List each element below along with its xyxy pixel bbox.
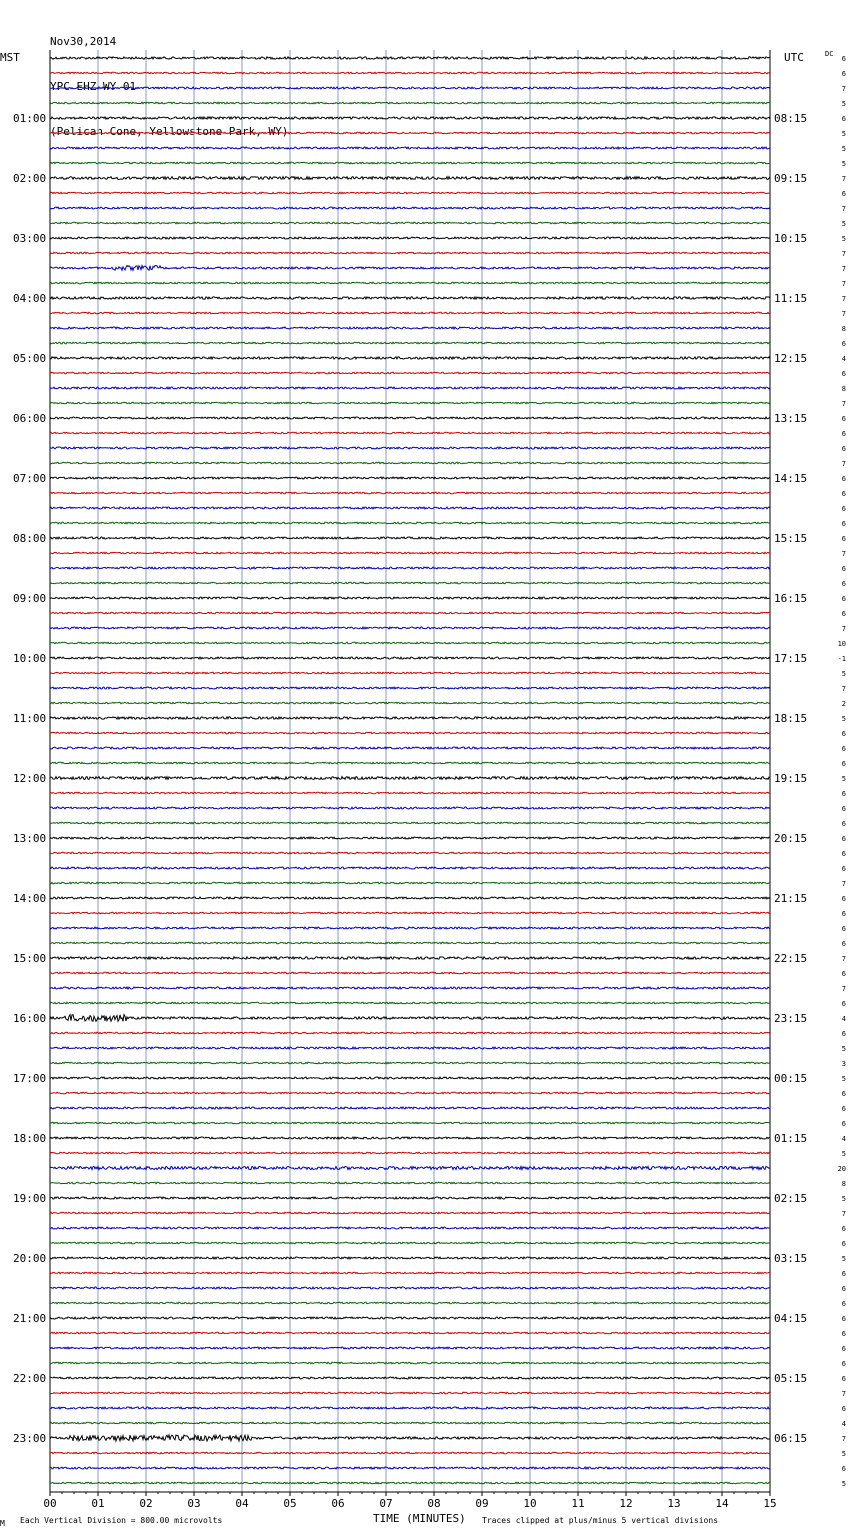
dc-offset-label: 7 bbox=[841, 550, 846, 558]
dc-offset-label: 6 bbox=[841, 535, 846, 543]
dc-offset-label: 6 bbox=[841, 475, 846, 483]
dc-offset-label: 4 bbox=[841, 1420, 846, 1428]
corner-mark: M bbox=[0, 1519, 5, 1528]
dc-offset-label: 7 bbox=[841, 955, 846, 963]
utc-hour-label: 06:15 bbox=[774, 1432, 808, 1445]
mst-hour-label: 22:00 bbox=[13, 1372, 47, 1385]
mst-hour-label: 08:00 bbox=[13, 532, 47, 545]
dc-offset-label: 6 bbox=[841, 820, 846, 828]
trace-47 bbox=[50, 762, 770, 764]
trace-81 bbox=[50, 1272, 770, 1274]
dc-offset-label: 6 bbox=[841, 790, 846, 798]
dc-offset-label: 6 bbox=[841, 115, 846, 123]
mst-hour-label: 07:00 bbox=[13, 472, 47, 485]
trace-5 bbox=[50, 132, 770, 134]
dc-offset-label: 6 bbox=[841, 895, 846, 903]
trace-69 bbox=[50, 1092, 770, 1094]
dc-offset-label: 7 bbox=[841, 985, 846, 993]
trace-36 bbox=[50, 597, 770, 599]
right-timezone-label: UTC bbox=[784, 51, 804, 64]
trace-66 bbox=[50, 1047, 770, 1049]
trace-16 bbox=[50, 297, 770, 299]
trace-76 bbox=[50, 1197, 770, 1199]
dc-offset-label: 8 bbox=[841, 385, 846, 393]
mst-hour-label: 13:00 bbox=[13, 832, 47, 845]
utc-hour-label: 14:15 bbox=[774, 472, 808, 485]
trace-34 bbox=[50, 567, 770, 569]
dc-offset-label: 5 bbox=[841, 220, 846, 228]
x-tick-label: 15 bbox=[763, 1497, 777, 1510]
trace-15 bbox=[50, 282, 770, 284]
trace-79 bbox=[50, 1242, 770, 1244]
utc-hour-label: 02:15 bbox=[774, 1192, 808, 1205]
mst-hour-label: 05:00 bbox=[13, 352, 47, 365]
dc-offset-label: 6 bbox=[841, 1405, 846, 1413]
dc-offset-label: 6 bbox=[841, 1000, 846, 1008]
mst-hour-label: 06:00 bbox=[13, 412, 47, 425]
dc-offset-label: 6 bbox=[841, 940, 846, 948]
dc-offset-label: 20 bbox=[837, 1165, 846, 1173]
trace-27 bbox=[50, 462, 770, 464]
trace-37 bbox=[50, 612, 770, 614]
trace-87 bbox=[50, 1362, 770, 1364]
utc-hour-label: 11:15 bbox=[774, 292, 808, 305]
dc-offset-label: 3 bbox=[841, 1060, 846, 1068]
x-tick-label: 02 bbox=[139, 1497, 153, 1510]
dc-offset-label: 6 bbox=[841, 745, 846, 753]
dc-offset-label: 5 bbox=[841, 1195, 846, 1203]
trace-59 bbox=[50, 942, 770, 944]
dc-offset-label: 7 bbox=[841, 625, 846, 633]
mst-hour-label: 04:00 bbox=[13, 292, 47, 305]
dc-offset-label: 7 bbox=[841, 400, 846, 408]
clip-note: Traces clipped at plus/minus 5 vertical divisions bbox=[482, 1516, 719, 1525]
dc-offset-label: 6 bbox=[841, 190, 846, 198]
trace-95 bbox=[50, 1482, 770, 1484]
dc-offset-label: 7 bbox=[841, 295, 846, 303]
trace-7 bbox=[50, 162, 770, 164]
dc-offset-label: 4 bbox=[841, 355, 846, 363]
trace-45 bbox=[50, 732, 770, 734]
dc-offset-label: 7 bbox=[841, 205, 846, 213]
dc-offset-label: 6 bbox=[841, 1360, 846, 1368]
dc-offset-label: 5 bbox=[841, 100, 846, 108]
x-tick-label: 05 bbox=[283, 1497, 297, 1510]
x-axis-title: TIME (MINUTES) bbox=[373, 1512, 466, 1525]
left-timezone-label: MST bbox=[0, 51, 20, 64]
dc-offset-label: 7 bbox=[841, 265, 846, 273]
x-axis bbox=[43, 1492, 776, 1510]
trace-91 bbox=[50, 1422, 770, 1424]
trace-28 bbox=[50, 477, 770, 479]
dc-offset-label: 7 bbox=[841, 280, 846, 288]
mst-hour-label: 17:00 bbox=[13, 1072, 47, 1085]
trace-0 bbox=[50, 57, 770, 59]
dc-offset-label: 7 bbox=[841, 685, 846, 693]
dc-offset-label: 6 bbox=[841, 415, 846, 423]
trace-42 bbox=[50, 687, 770, 689]
dc-offset-label: 5 bbox=[841, 1045, 846, 1053]
dc-offset-label: 5 bbox=[841, 160, 846, 168]
trace-39 bbox=[50, 642, 770, 644]
station-label: YPC EHZ WY 01 bbox=[50, 80, 137, 93]
trace-41 bbox=[50, 672, 770, 674]
x-tick-label: 00 bbox=[43, 1497, 57, 1510]
dc-offset-label: 6 bbox=[841, 1285, 846, 1293]
scale-note: Each Vertical Division = 800.00 microvolts bbox=[20, 1516, 223, 1525]
x-tick-label: 07 bbox=[379, 1497, 393, 1510]
dc-offset-label: 6 bbox=[841, 835, 846, 843]
utc-hour-label: 12:15 bbox=[774, 352, 808, 365]
dc-offset-label: 6 bbox=[841, 1225, 846, 1233]
dc-offset-label: 7 bbox=[841, 1435, 846, 1443]
dc-offset-label: -1 bbox=[837, 655, 846, 663]
trace-58 bbox=[50, 927, 770, 929]
dc-offset-labels bbox=[838, 55, 846, 1488]
dc-offset-label: 6 bbox=[841, 850, 846, 858]
trace-14 bbox=[50, 266, 770, 271]
mst-hour-label: 19:00 bbox=[13, 1192, 47, 1205]
dc-offset-label: 6 bbox=[841, 490, 846, 498]
trace-73 bbox=[50, 1152, 770, 1154]
trace-50 bbox=[50, 807, 770, 809]
trace-82 bbox=[50, 1287, 770, 1289]
location-label: (Pelican Cone, Yellowstone Park, WY) bbox=[50, 125, 289, 138]
mst-hour-label: 21:00 bbox=[13, 1312, 47, 1325]
x-tick-label: 09 bbox=[475, 1497, 489, 1510]
trace-46 bbox=[50, 747, 770, 749]
dc-offset-label: 5 bbox=[841, 130, 846, 138]
dc-offset-label: 6 bbox=[841, 1120, 846, 1128]
utc-hour-label: 19:15 bbox=[774, 772, 808, 785]
trace-61 bbox=[50, 972, 770, 974]
x-tick-label: 06 bbox=[331, 1497, 345, 1510]
dc-offset-label: 8 bbox=[841, 325, 846, 333]
trace-12 bbox=[50, 237, 770, 239]
trace-89 bbox=[50, 1392, 770, 1394]
dc-offset-label: 6 bbox=[841, 760, 846, 768]
trace-19 bbox=[50, 342, 770, 344]
trace-70 bbox=[50, 1107, 770, 1109]
trace-4 bbox=[50, 117, 770, 119]
utc-hour-label: 05:15 bbox=[774, 1372, 808, 1385]
trace-67 bbox=[50, 1062, 770, 1064]
dc-offset-label: 6 bbox=[841, 1090, 846, 1098]
x-tick-label: 11 bbox=[571, 1497, 585, 1510]
trace-52 bbox=[50, 837, 770, 839]
dc-offset-label: 5 bbox=[841, 1450, 846, 1458]
dc-offset-label: 7 bbox=[841, 460, 846, 468]
x-tick-label: 13 bbox=[667, 1497, 681, 1510]
dc-offset-label: 6 bbox=[841, 730, 846, 738]
dc-offset-label: 6 bbox=[841, 1375, 846, 1383]
trace-63 bbox=[50, 1002, 770, 1004]
trace-31 bbox=[50, 522, 770, 524]
utc-hour-label: 16:15 bbox=[774, 592, 808, 605]
dc-offset-label: 6 bbox=[841, 595, 846, 603]
dc-offset-label: 7 bbox=[841, 1210, 846, 1218]
trace-64 bbox=[50, 1015, 770, 1022]
trace-77 bbox=[50, 1212, 770, 1214]
trace-62 bbox=[50, 987, 770, 989]
trace-68 bbox=[50, 1077, 770, 1079]
dc-offset-label: 8 bbox=[841, 1180, 846, 1188]
trace-22 bbox=[50, 387, 770, 389]
utc-hour-label: 09:15 bbox=[774, 172, 808, 185]
x-tick-label: 03 bbox=[187, 1497, 201, 1510]
utc-hour-label: 10:15 bbox=[774, 232, 808, 245]
trace-57 bbox=[50, 912, 770, 914]
dc-offset-label: 6 bbox=[841, 865, 846, 873]
trace-29 bbox=[50, 492, 770, 494]
x-tick-label: 04 bbox=[235, 1497, 249, 1510]
trace-44 bbox=[50, 717, 770, 719]
utc-hour-label: 13:15 bbox=[774, 412, 808, 425]
mst-hour-label: 09:00 bbox=[13, 592, 47, 605]
trace-1 bbox=[50, 72, 770, 74]
utc-hour-label: 22:15 bbox=[774, 952, 808, 965]
dc-offset-label: 5 bbox=[841, 235, 846, 243]
trace-group bbox=[50, 57, 770, 1484]
trace-2 bbox=[50, 87, 770, 89]
trace-49 bbox=[50, 792, 770, 794]
trace-60 bbox=[50, 957, 770, 959]
trace-88 bbox=[50, 1377, 770, 1379]
trace-43 bbox=[50, 702, 770, 704]
trace-80 bbox=[50, 1257, 770, 1259]
dc-offset-label: 6 bbox=[841, 580, 846, 588]
trace-93 bbox=[50, 1452, 770, 1454]
dc-offset-label: 6 bbox=[841, 1030, 846, 1038]
trace-72 bbox=[50, 1137, 770, 1139]
dc-offset-label: 6 bbox=[841, 1300, 846, 1308]
dc-header-label: DC bbox=[825, 50, 834, 58]
dc-offset-label: 6 bbox=[841, 505, 846, 513]
trace-40 bbox=[50, 657, 770, 659]
dc-offset-label: 7 bbox=[841, 310, 846, 318]
trace-21 bbox=[50, 372, 770, 374]
minute-gridlines bbox=[50, 50, 770, 1492]
trace-3 bbox=[50, 102, 770, 104]
mst-hour-label: 15:00 bbox=[13, 952, 47, 965]
mst-hour-label: 18:00 bbox=[13, 1132, 47, 1145]
trace-33 bbox=[50, 552, 770, 554]
trace-48 bbox=[50, 777, 770, 780]
trace-92 bbox=[50, 1435, 770, 1441]
dc-offset-label: 6 bbox=[841, 610, 846, 618]
trace-74 bbox=[50, 1166, 770, 1169]
dc-offset-label: 10 bbox=[837, 640, 846, 648]
trace-85 bbox=[50, 1332, 770, 1334]
dc-offset-label: 6 bbox=[841, 565, 846, 573]
trace-55 bbox=[50, 882, 770, 884]
mst-hour-label: 14:00 bbox=[13, 892, 47, 905]
dc-offset-label: 6 bbox=[841, 1315, 846, 1323]
dc-offset-label: 6 bbox=[841, 370, 846, 378]
dc-offset-label: 6 bbox=[841, 805, 846, 813]
trace-26 bbox=[50, 447, 770, 449]
trace-86 bbox=[50, 1347, 770, 1349]
mst-hour-label: 11:00 bbox=[13, 712, 47, 725]
dc-offset-label: 5 bbox=[841, 1255, 846, 1263]
trace-32 bbox=[50, 537, 770, 539]
dc-offset-label: 7 bbox=[841, 880, 846, 888]
dc-offset-label: 6 bbox=[841, 1345, 846, 1353]
trace-84 bbox=[50, 1317, 770, 1319]
trace-10 bbox=[50, 207, 770, 209]
trace-23 bbox=[50, 402, 770, 404]
trace-71 bbox=[50, 1122, 770, 1124]
dc-offset-label: 6 bbox=[841, 445, 846, 453]
dc-offset-label: 5 bbox=[841, 1075, 846, 1083]
trace-51 bbox=[50, 822, 770, 824]
dc-offset-label: 7 bbox=[841, 250, 846, 258]
dc-offset-label: 5 bbox=[841, 670, 846, 678]
dc-offset-label: 6 bbox=[841, 430, 846, 438]
dc-offset-label: 7 bbox=[841, 85, 846, 93]
trace-53 bbox=[50, 852, 770, 854]
trace-35 bbox=[50, 582, 770, 584]
trace-75 bbox=[50, 1182, 770, 1184]
trace-90 bbox=[50, 1407, 770, 1409]
trace-17 bbox=[50, 312, 770, 314]
dc-offset-label: 5 bbox=[841, 1480, 846, 1488]
trace-11 bbox=[50, 222, 770, 224]
mst-hour-label: 01:00 bbox=[13, 112, 47, 125]
x-tick-label: 08 bbox=[427, 1497, 441, 1510]
dc-offset-label: 6 bbox=[841, 1330, 846, 1338]
trace-18 bbox=[50, 327, 770, 329]
dc-offset-label: 4 bbox=[841, 1015, 846, 1023]
dc-offset-label: 5 bbox=[841, 145, 846, 153]
utc-hour-label: 01:15 bbox=[774, 1132, 808, 1145]
trace-24 bbox=[50, 417, 770, 419]
trace-65 bbox=[50, 1032, 770, 1034]
x-tick-label: 12 bbox=[619, 1497, 633, 1510]
utc-hour-label: 04:15 bbox=[774, 1312, 808, 1325]
trace-9 bbox=[50, 192, 770, 194]
mst-hour-label: 03:00 bbox=[13, 232, 47, 245]
dc-offset-label: 6 bbox=[841, 70, 846, 78]
dc-offset-label: 6 bbox=[841, 1465, 846, 1473]
dc-offset-label: 7 bbox=[841, 1390, 846, 1398]
utc-hour-label: 18:15 bbox=[774, 712, 808, 725]
dc-offset-label: 6 bbox=[841, 1240, 846, 1248]
trace-13 bbox=[50, 252, 770, 254]
x-tick-label: 10 bbox=[523, 1497, 537, 1510]
dc-offset-label: 5 bbox=[841, 1150, 846, 1158]
utc-hour-label: 15:15 bbox=[774, 532, 808, 545]
utc-hour-label: 08:15 bbox=[774, 112, 808, 125]
x-tick-label: 14 bbox=[715, 1497, 729, 1510]
dc-offset-label: 6 bbox=[841, 970, 846, 978]
dc-offset-label: 6 bbox=[841, 1270, 846, 1278]
trace-78 bbox=[50, 1227, 770, 1229]
mst-hour-label: 20:00 bbox=[13, 1252, 47, 1265]
utc-hour-label: 00:15 bbox=[774, 1072, 808, 1085]
dc-offset-label: 6 bbox=[841, 340, 846, 348]
dc-offset-label: 6 bbox=[841, 925, 846, 933]
trace-38 bbox=[50, 627, 770, 629]
mst-hour-label: 16:00 bbox=[13, 1012, 47, 1025]
dc-offset-label: 6 bbox=[841, 55, 846, 63]
mst-hour-label: 02:00 bbox=[13, 172, 47, 185]
mst-hour-label: 23:00 bbox=[13, 1432, 47, 1445]
utc-hour-label: 21:15 bbox=[774, 892, 808, 905]
trace-8 bbox=[50, 177, 770, 180]
utc-hour-label: 20:15 bbox=[774, 832, 808, 845]
utc-hour-label: 23:15 bbox=[774, 1012, 808, 1025]
trace-25 bbox=[50, 432, 770, 434]
trace-83 bbox=[50, 1302, 770, 1304]
dc-offset-label: 7 bbox=[841, 175, 846, 183]
date-label: Nov30,2014 bbox=[50, 35, 117, 48]
dc-offset-label: 6 bbox=[841, 1105, 846, 1113]
dc-offset-label: 6 bbox=[841, 520, 846, 528]
dc-offset-label: 4 bbox=[841, 1135, 846, 1143]
trace-20 bbox=[50, 357, 770, 359]
trace-30 bbox=[50, 507, 770, 509]
trace-56 bbox=[50, 897, 770, 899]
mst-hour-label: 10:00 bbox=[13, 652, 47, 665]
dc-offset-label: 6 bbox=[841, 910, 846, 918]
trace-6 bbox=[50, 147, 770, 149]
mst-hour-label: 12:00 bbox=[13, 772, 47, 785]
trace-54 bbox=[50, 867, 770, 869]
dc-offset-label: 5 bbox=[841, 715, 846, 723]
trace-94 bbox=[50, 1467, 770, 1469]
utc-hour-label: 17:15 bbox=[774, 652, 808, 665]
dc-offset-label: 2 bbox=[841, 700, 846, 708]
utc-hour-label: 03:15 bbox=[774, 1252, 808, 1265]
x-tick-label: 01 bbox=[91, 1497, 105, 1510]
dc-offset-label: 5 bbox=[841, 775, 846, 783]
